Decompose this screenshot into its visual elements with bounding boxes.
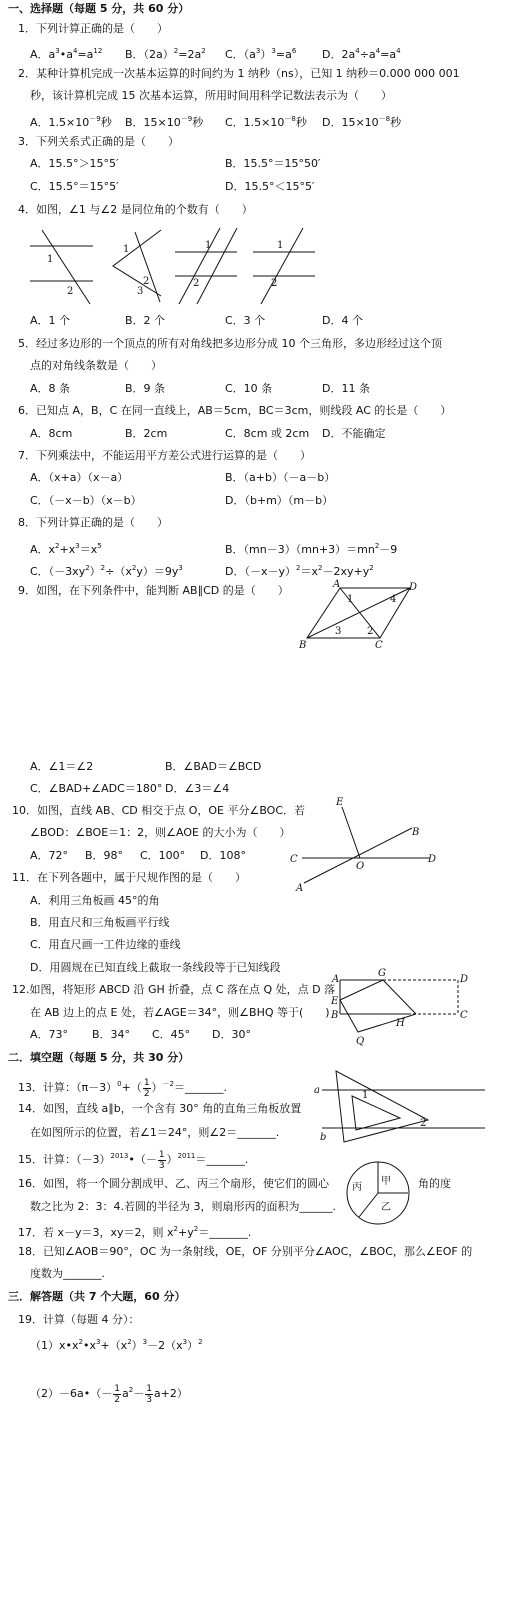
q7-option-d: D．（b+m）（m－b） [225, 494, 334, 507]
svg-text:D: D [409, 582, 418, 593]
svg-text:1: 1 [347, 594, 354, 605]
q2-stem-line1: 2．某种计算机完成一次基本运算的时间约为 1 纳秒（ns），已知 1 纳秒＝0.000 000 001 [18, 67, 460, 80]
svg-text:2: 2 [67, 286, 74, 297]
q2-option-d: D．$15\times 10^{-8}$秒 [322, 115, 402, 129]
q2-option-a: A．$1.5\times 10^{-9}$秒 [30, 115, 112, 129]
q10-option-a: A．72° [30, 849, 69, 862]
q16-stem-line2: 数之比为 2：3：4.若圆的半径为 3，则扇形丙的面积为______. [30, 1200, 336, 1213]
q16-figure [345, 1160, 411, 1226]
q4-figure-d [253, 228, 315, 304]
q16-stem-line1b: 角的度 [418, 1177, 451, 1190]
q9-stem: 9．如图，在下列条件中，能判断 AB∥CD 的是（ ） [18, 584, 289, 597]
q6-stem: 6．已知点 A，B，C 在同一直线上，AB＝5cm，BC＝3cm，则线段 AC 的长是（ ） [18, 404, 452, 417]
q10-option-d: D．108° [200, 849, 246, 862]
q4-option-a: A．1 个 [30, 314, 71, 327]
q11-option-b: B．用直尺和三角板画平行线 [30, 916, 170, 929]
q12-option-c: C．45° [152, 1028, 191, 1041]
svg-text:b: b [320, 1132, 327, 1143]
q4-option-c: C．3 个 [225, 314, 266, 327]
q12-option-a: A．73° [30, 1028, 69, 1041]
q4-stem: 4．如图，∠1 与∠2 是同位角的个数有（ ） [18, 203, 253, 216]
q5-option-a: A．8 条 [30, 382, 71, 395]
svg-text:E: E [331, 996, 339, 1007]
q3-option-a: A．15.5°＞15°5′ [30, 157, 119, 170]
q5-stem-line1: 5．经过多边形的一个顶点的所有对角线把多边形分成 10 个三角形，多边形经过这个顶 [18, 337, 442, 350]
svg-text:2: 2 [367, 626, 374, 637]
q2-stem-line2: 秒，该计算机完成 15 次基本运算，所用时间用科学记数法表示为（ ） [30, 89, 392, 102]
svg-text:B: B [299, 640, 307, 651]
q12-option-b: B．34° [92, 1028, 131, 1041]
q7-option-a: A．（x+a）（x－a） [30, 471, 129, 484]
q9-option-b: B．∠BAD＝∠BCD [165, 760, 262, 773]
q18-stem-line1: 18．已知∠AOB＝90°，OC 为一条射线，OE，OF 分别平分∠AOC，∠BOC，那么∠EOF 的 [18, 1245, 473, 1258]
q12-figure [328, 966, 469, 1047]
q1-option-b: B．$(2a)^2=2a^2$ [125, 47, 206, 61]
q5-option-d: D．11 条 [322, 382, 370, 395]
q8-option-b: B．$(mn-3)(mn+3)=mn^2-9$ [225, 542, 398, 556]
q12-option-d: D．30° [212, 1028, 251, 1041]
section-1-title: 一、选择题（每题 5 分，共 60 分） [8, 2, 190, 15]
q10-figure [290, 793, 440, 893]
q1-option-c: C．$(a^3)^3=a^6$ [225, 47, 297, 61]
svg-text:O: O [356, 861, 365, 872]
svg-text:E: E [336, 797, 344, 808]
q6-option-b: B．2cm [125, 427, 168, 440]
q12-stem-line1: 12.如图，将矩形 ABCD 沿 GH 折叠，点 C 落在点 Q 处，点 D 落 [12, 983, 336, 996]
svg-text:1: 1 [123, 244, 130, 255]
q11-stem: 11．在下列各题中，属于尺规作图的是（ ） [12, 871, 246, 884]
q3-option-b: B．15.5°＝15°50′ [225, 157, 321, 170]
q2-option-b: B．$15\times 10^{-9}$秒 [125, 115, 204, 129]
svg-text:Q: Q [356, 1036, 365, 1047]
q5-option-b: B．9 条 [125, 382, 166, 395]
svg-text:H: H [396, 1018, 405, 1029]
q4-option-b: B．2 个 [125, 314, 166, 327]
q19-part1: $(1)x•x^2•x^3+(x^2)^3-2(x^3)^2$ [30, 1338, 203, 1352]
q18-stem-line2: 度数为_______. [30, 1267, 105, 1280]
svg-text:A: A [332, 974, 340, 985]
svg-text:1: 1 [205, 240, 212, 251]
q8-option-d: D．$(-x-y)^2=x^2-2xy+y^2$ [225, 564, 374, 578]
svg-text:G: G [378, 968, 386, 979]
svg-text:C: C [290, 854, 298, 865]
q8-stem: 8．下列计算正确的是（ ） [18, 516, 168, 529]
q9-option-c: C．∠BAD+∠ADC＝180° [30, 782, 163, 795]
q16-stem-line1a: 16．如图，将一个圆分割成甲、乙、丙三个扇形，使它们的圆心 [18, 1177, 329, 1190]
q14-figure [310, 1068, 490, 1148]
q19-part2: （2）－6a•（－ $\frac{1}{2}$ $a^2-$ $\frac{1}{3}$ a+2） [30, 1383, 188, 1405]
q9-option-d: D．∠3＝∠4 [165, 782, 230, 795]
svg-text:丙: 丙 [352, 1182, 362, 1193]
q8-option-a: A．$x^2+x^3=x^5$ [30, 542, 102, 556]
q15-question: 15．计算：$(-3)^{2013}•(-$ $\frac{1}{3}$ ）$^{2011}$＝_______. [18, 1149, 249, 1171]
q1-option-a: A．$a^3•a^4=a^{12}$ [30, 47, 103, 61]
q4-figure-b [113, 230, 161, 302]
svg-text:C: C [375, 640, 383, 651]
q6-option-c: C．8cm 或 2cm [225, 427, 310, 440]
q14-stem-line2: 在如图所示的位置，若∠1＝24°，则∠2＝_______. [30, 1126, 280, 1139]
q10-option-c: C．100° [140, 849, 186, 862]
q17-question: 17．若 x－y＝3，xy＝2，则 $x^2+y^2=\_\_\_\_\_\_\_$. [18, 1225, 252, 1239]
q19-stem: 19．计算（每题 4 分）： [18, 1313, 140, 1326]
svg-text:B: B [412, 827, 420, 838]
svg-text:A: A [333, 579, 341, 590]
q11-option-a: A．利用三角板画 45°的角 [30, 894, 160, 907]
q6-option-d: D．不能确定 [322, 427, 386, 440]
svg-text:2: 2 [271, 278, 278, 289]
svg-text:A: A [296, 883, 304, 894]
svg-text:1: 1 [47, 254, 54, 265]
q8-option-c: C．$(-3xy^2)^2\div(x^2y)=9y^3$ [30, 564, 183, 578]
svg-text:D: D [460, 974, 469, 985]
q10-stem-line2: ∠BOD：∠BOE＝1：2，则∠AOE 的大小为（ ） [30, 826, 291, 839]
q3-stem: 3．下列关系式正确的是（ ） [18, 135, 179, 148]
svg-text:甲: 甲 [381, 1176, 391, 1187]
q1-option-d: D．$2a^4\div a^4=a^4$ [322, 47, 401, 61]
svg-text:4: 4 [390, 594, 397, 605]
q2-option-c: C．$1.5\times 10^{-8}$秒 [225, 115, 307, 129]
q7-stem: 7．下列乘法中，不能运用平方差公式进行运算的是（ ） [18, 449, 311, 462]
svg-text:a: a [314, 1085, 320, 1096]
q1-stem: 1．下列计算正确的是（ ） [18, 22, 168, 35]
q10-stem-line1: 10．如图，直线 AB、CD 相交于点 O，OE 平分∠BOC．若 [12, 804, 306, 817]
q4-figure-a [30, 230, 93, 304]
svg-text:1: 1 [362, 1090, 369, 1101]
svg-text:D: D [428, 854, 437, 865]
q4-figures [25, 224, 325, 310]
svg-text:3: 3 [137, 286, 144, 297]
q7-option-c: C．（－x－b）（x－b） [30, 494, 142, 507]
q9-figure [295, 580, 425, 652]
q11-option-d: D．用圆规在已知直线上截取一条线段等于已知线段 [30, 961, 281, 974]
section-3-title: 三．解答题（共 7 个大题，60 分） [8, 1290, 186, 1303]
q14-stem-line1: 14．如图，直线 a∥b，一个含有 30° 角的直角三角板放置 [18, 1102, 302, 1115]
q12-stem-line2: 在 AB 边上的点 E 处，若∠AGE＝34°，则∠BHQ 等于( ) [30, 1006, 330, 1019]
q10-option-b: B．98° [85, 849, 124, 862]
q6-option-a: A．8cm [30, 427, 73, 440]
q5-stem-line2: 点的对角线条数是（ ） [30, 359, 162, 372]
svg-text:2: 2 [143, 276, 150, 287]
section-2-title: 二．填空题（每题 5 分，共 30 分） [8, 1051, 190, 1064]
svg-text:3: 3 [335, 626, 342, 637]
svg-text:B: B [331, 1010, 339, 1021]
q11-option-c: C．用直尺画一工件边缘的垂线 [30, 938, 181, 951]
q3-option-c: C．15.5°＝15°5′ [30, 180, 119, 193]
q9-option-a: A．∠1＝∠2 [30, 760, 94, 773]
svg-text:2: 2 [193, 278, 200, 289]
q4-figure-c [175, 228, 237, 304]
svg-text:乙: 乙 [381, 1202, 391, 1213]
q7-option-b: B．（a+b）（－a－b） [225, 471, 336, 484]
q13-question: 13．计算：$(\pi-3)^0+$（ $\frac{1}{2}$ ）$^{-2}$＝_______. [18, 1077, 228, 1099]
svg-text:2: 2 [420, 1118, 427, 1129]
svg-text:C: C [460, 1010, 468, 1021]
q3-option-d: D．15.5°＜15°5′ [225, 180, 315, 193]
q4-option-d: D．4 个 [322, 314, 363, 327]
svg-text:1: 1 [277, 240, 284, 251]
q5-option-c: C．10 条 [225, 382, 273, 395]
